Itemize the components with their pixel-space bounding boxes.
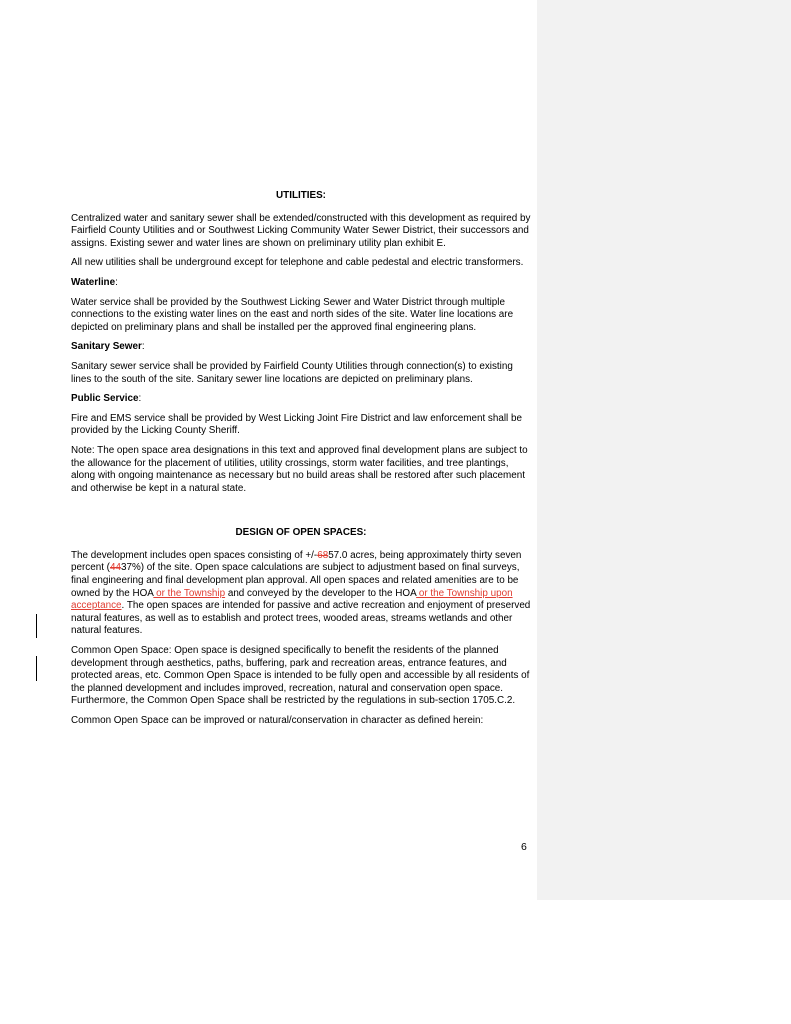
inserted-text: or the Township upon acceptance	[71, 587, 513, 612]
open-spaces-heading: DESIGN OF OPEN SPACES:	[235, 527, 367, 539]
public-service-label: Public Service	[71, 393, 139, 405]
utilities-paragraph: All new utilities shall be underground except for telephone and cable pedestal and electric transformers.	[71, 257, 524, 269]
page-number: 6	[521, 841, 527, 853]
inserted-text: or the Township	[153, 587, 226, 599]
text-run: The development includes open spaces consisting of +/-	[71, 549, 318, 561]
open-space-note: Note: The open space area designations in this text and approved final development plans are subject to the allowance for the placement of utilities, utility crossings, storm water facilities, and tree plantings, along with ongoing maintenance as necessary but no build areas shall be restored after such placement and otherwise be kept in a natural state.	[71, 444, 528, 494]
deleted-text: 44	[109, 562, 121, 574]
sanitary-sewer-subheading: Sanitary Sewer:	[71, 341, 145, 353]
utilities-paragraph: Centralized water and sanitary sewer shall be extended/constructed with this development as required by Fairfield County Utilities and or Southwest Licking Community Water Sewer District, their successors and assigns. Existing sewer and water lines are shown on preliminary utility plan exhibit E.	[71, 212, 531, 249]
text-run: and conveyed by the developer to the HOA	[225, 587, 417, 599]
text-run: . The open spaces are intended for passive and active recreation and enjoyment of preserved natural features, as well as to establish and protect trees, wooded areas, streams wetlands and other natural features.	[71, 600, 531, 637]
public-service-subheading: Public Service:	[71, 393, 142, 405]
text-run: 57	[328, 549, 340, 561]
utilities-heading: UTILITIES:	[276, 190, 326, 201]
sanitary-sewer-paragraph: Sanitary sewer service shall be provided by Fairfield County Utilities through connection(s) to existing lines to the south of the site. Sanitary sewer line locations are depicted on preliminary plans.	[71, 360, 513, 385]
sanitary-sewer-label: Sanitary Sewer	[71, 341, 142, 353]
change-bar	[36, 614, 37, 638]
waterline-paragraph: Water service shall be provided by the Southwest Licking Sewer and Water District through multiple connections to the existing water lines on the east and north sides of the site. Water line locations are depicted on preliminary plans and shall be installed per the approved final engineering plans.	[71, 296, 514, 333]
waterline-label: Waterline	[71, 276, 116, 288]
public-service-paragraph: Fire and EMS service shall be provided by West Licking Joint Fire District and law enforcement shall be provided by the Licking County Sheriff.	[71, 412, 522, 437]
document-page	[71, 190, 531, 735]
waterline-subheading: Waterline:	[71, 276, 118, 288]
deleted-text: 68	[317, 549, 329, 561]
change-bar	[36, 656, 37, 681]
open-spaces-paragraph	[71, 550, 531, 638]
text-run: 37	[120, 562, 132, 574]
common-open-space-paragraph: Common Open Space: Open space is designed specifically to benefit the residents of the planned development through aesthetics, paths, buffering, park and recreation areas, entrance features, and protected areas, etc. Common Open Space is intended to be fully open and accessible by all residents of the planned development and includes improved, recreation, natural and conservation open space. Furthermore, the Common Open Space shall be restricted by the regulations in sub-section 1705.C.2.	[71, 645, 530, 707]
comment-pane	[537, 0, 791, 900]
text-run: .0 acres, being approximately thirty seven percent (	[71, 549, 522, 574]
common-open-space-paragraph: Common Open Space can be improved or natural/conservation in character as defined herein:	[71, 715, 484, 726]
text-run: %) of the site. Open space calculations are subject to adjustment based on final surveys, final engineering and final development plan approval. All open spaces and related amenities are to be owned by the HOA	[71, 562, 520, 599]
